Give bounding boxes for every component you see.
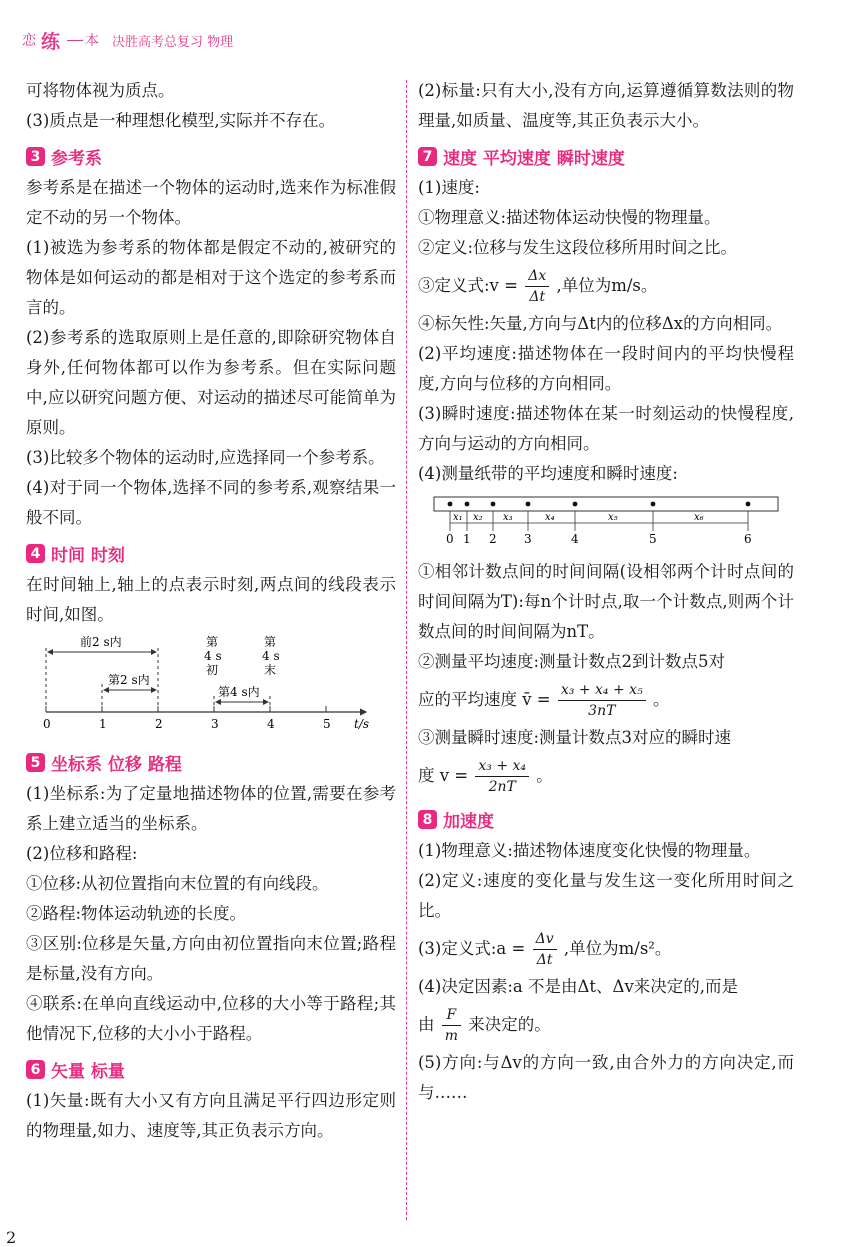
paragraph: ②路程:物体运动轨迹的长度。 <box>26 904 247 923</box>
formula-prefix: ③定义式:v = <box>418 276 518 295</box>
annotation-label: 4 s <box>262 649 280 663</box>
denominator: 3nT <box>588 703 616 719</box>
section-heading-8 <box>418 807 794 832</box>
formula-line <box>418 926 794 972</box>
tick-label: 5 <box>323 717 331 731</box>
paragraph: ④联系:在单向直线运动中,位移的大小等于路程;其他情况下,位移的大小小于路程。 <box>26 994 396 1043</box>
section-title: 坐标系 位移 路程 <box>51 755 182 775</box>
tick-label: 1 <box>99 717 107 731</box>
segment-label: x₂ <box>473 512 483 523</box>
formula-line <box>418 677 794 723</box>
segment-label: x₄ <box>545 512 555 523</box>
paragraph: (3)瞬时速度:描述物体在某一时刻运动的快慢程度,方向与运动的方向相同。 <box>418 404 794 453</box>
paragraph: ③测量瞬时速度:测量计数点3对应的瞬时速 <box>418 728 732 747</box>
paragraph: 可将物体视为质点。 <box>26 81 175 100</box>
count-point-label: 4 <box>571 532 579 546</box>
tick-label: 2 <box>155 717 163 731</box>
formula-prefix: (3)定义式:a = <box>418 939 526 958</box>
section-title: 加速度 <box>443 812 494 832</box>
count-point-label: 2 <box>489 532 497 546</box>
annotation-label: 4 s <box>204 649 222 663</box>
paragraph: (2)定义:速度的变化量与发生这一变化所用时间之比。 <box>418 871 794 920</box>
paragraph: (1)速度: <box>418 178 480 197</box>
tick-label: 3 <box>211 717 219 731</box>
column-divider <box>406 80 407 1220</box>
fraction <box>533 929 557 970</box>
segment-label: x₆ <box>694 512 704 523</box>
paragraph: (1)坐标系:为了定量地描述物体的位置,需要在参考系上建立适当的坐标系。 <box>26 784 396 833</box>
brand-logo <box>22 27 100 54</box>
denominator: m <box>444 1028 459 1044</box>
brand-char-2: 练 <box>41 30 62 53</box>
tick-label: 4 <box>267 717 275 731</box>
section-number-badge: 4 <box>26 544 45 563</box>
section-title: 参考系 <box>51 149 102 169</box>
section-title: 矢量 标量 <box>51 1062 125 1082</box>
denominator: Δt <box>529 289 546 305</box>
brand-char-1: 恋 <box>22 33 37 49</box>
formula-line <box>418 753 794 799</box>
count-point-label: 5 <box>649 532 657 546</box>
annotation-label: 初 <box>206 663 219 677</box>
formula-prefix: 应的平均速度 v̄ = <box>418 690 551 709</box>
page-header <box>22 28 233 52</box>
count-point-label: 1 <box>463 532 471 546</box>
numerator: x₃ + x₄ <box>475 756 529 777</box>
denominator: Δt <box>536 952 553 968</box>
count-point-label: 6 <box>744 532 752 546</box>
denominator: 2nT <box>488 779 516 795</box>
paragraph: (2)标量:只有大小,没有方向,运算遵循算数法则的物理量,如质量、温度等,其正负表示大小。 <box>418 81 794 130</box>
section-title: 速度 平均速度 瞬时速度 <box>443 149 625 169</box>
annotation-label: 末 <box>264 663 277 677</box>
page-number: 2 <box>6 1228 17 1247</box>
paragraph: (2)参考系的选取原则上是任意的,即除研究物体自身外,任何物体都可以作为参考系。但在实际问题中,应以研究问题方便、对运动的描述尽可能简单为原则。 <box>26 328 396 437</box>
header-subtitle: 决胜高考总复习 物理 <box>112 34 234 50</box>
fraction <box>558 680 646 721</box>
count-point-label: 0 <box>446 532 454 546</box>
paragraph: ①位移:从初位置指向末位置的有向线段。 <box>26 874 329 893</box>
formula-line <box>418 263 794 309</box>
time-axis-diagram <box>26 634 396 734</box>
numerator: Δx <box>525 266 549 287</box>
paragraph: ①物理意义:描述物体运动快慢的物理量。 <box>418 208 721 227</box>
count-point-label: 3 <box>524 532 532 546</box>
formula-suffix: 。 <box>536 766 553 785</box>
section-number-badge: 7 <box>418 147 437 166</box>
section-title: 时间 时刻 <box>51 546 125 566</box>
ticker-tape-diagram <box>418 493 788 549</box>
brand-char-3: 本 <box>85 33 101 49</box>
section-heading-5 <box>26 750 396 775</box>
segment-label: x₃ <box>503 512 513 523</box>
paragraph: (1)被选为参考系的物体都是假定不动的,被研究的物体是如何运动的都是相对于这个选定的参考系而言的。 <box>26 238 396 317</box>
axis-unit-label: t/s <box>354 717 370 731</box>
paragraph: ④标矢性:矢量,方向与Δt内的位移Δx的方向相同。 <box>418 314 783 333</box>
numerator: F <box>442 1005 461 1026</box>
formula-suffix: 来决定的。 <box>468 1015 551 1034</box>
paragraph: (3)比较多个物体的运动时,应选择同一个参考系。 <box>26 448 385 467</box>
fraction <box>475 756 529 797</box>
section-number-badge: 5 <box>26 753 45 772</box>
right-column <box>418 76 794 1108</box>
annotation-label: 第 <box>264 635 277 649</box>
brand-wave-decoration <box>67 40 83 41</box>
formula-suffix: ,单位为m/s²。 <box>563 939 672 958</box>
section-heading-4 <box>26 541 396 566</box>
paragraph: 参考系是在描述一个物体的运动时,选来作为标准假定不动的另一个物体。 <box>26 178 396 227</box>
formula-suffix: ,单位为m/s。 <box>556 276 658 295</box>
paragraph: (4)决定因素:a 不是由Δt、Δv来决定的,而是 <box>418 977 739 996</box>
numerator: Δv <box>533 929 557 950</box>
formula-prefix: 度 v = <box>418 766 469 785</box>
section-heading-7 <box>418 144 794 169</box>
paragraph: (4)对于同一个物体,选择不同的参考系,观察结果一般不同。 <box>26 478 396 527</box>
paragraph: ②测量平均速度:测量计数点2到计数点5对 <box>418 652 726 671</box>
section-heading-3 <box>26 144 396 169</box>
paragraph: ①相邻计数点间的时间间隔(设相邻两个计时点间的时间间隔为T):每n个计时点,取一个计数点,则两个计数点间的时间间隔为nT。 <box>418 562 794 641</box>
section-heading-6 <box>26 1057 396 1082</box>
interval-label: 第4 s内 <box>218 685 260 699</box>
paragraph: (5)方向:与Δv的方向一致,由合外力的方向决定,而与…… <box>418 1053 794 1102</box>
paragraph: (1)物理意义:描述物体速度变化快慢的物理量。 <box>418 841 761 860</box>
paragraph: ②定义:位移与发生这段位移所用时间之比。 <box>418 238 738 257</box>
paragraph: (1)矢量:既有大小又有方向且满足平行四边形定则的物理量,如力、速度等,其正负表示方向。 <box>26 1091 396 1140</box>
fraction <box>442 1005 461 1046</box>
interval-label: 第2 s内 <box>108 673 150 687</box>
paragraph: (3)质点是一种理想化模型,实际并不存在。 <box>26 111 336 130</box>
tick-label: 0 <box>43 717 51 731</box>
paragraph: (2)平均速度:描述物体在一段时间内的平均快慢程度,方向与位移的方向相同。 <box>418 344 794 393</box>
formula-prefix: 由 <box>418 1015 435 1034</box>
interval-label: 前2 s内 <box>80 635 122 649</box>
section-number-badge: 3 <box>26 147 45 166</box>
paragraph: ③区别:位移是矢量,方向由初位置指向末位置;路程是标量,没有方向。 <box>26 934 396 983</box>
numerator: x₃ + x₄ + x₅ <box>558 680 646 701</box>
fraction <box>525 266 549 307</box>
paragraph: (4)测量纸带的平均速度和瞬时速度: <box>418 464 678 483</box>
tape-strip <box>434 497 778 511</box>
segment-label: x₁ <box>453 512 463 523</box>
paragraph: 在时间轴上,轴上的点表示时刻,两点间的线段表示时间,如图。 <box>26 575 396 624</box>
formula-line <box>418 1002 794 1048</box>
section-number-badge: 6 <box>26 1060 45 1079</box>
formula-suffix: 。 <box>652 690 670 709</box>
section-number-badge: 8 <box>418 810 437 829</box>
left-column <box>26 76 396 1146</box>
segment-label: x₅ <box>608 512 618 523</box>
annotation-label: 第 <box>206 635 219 649</box>
paragraph: (2)位移和路程: <box>26 844 138 863</box>
